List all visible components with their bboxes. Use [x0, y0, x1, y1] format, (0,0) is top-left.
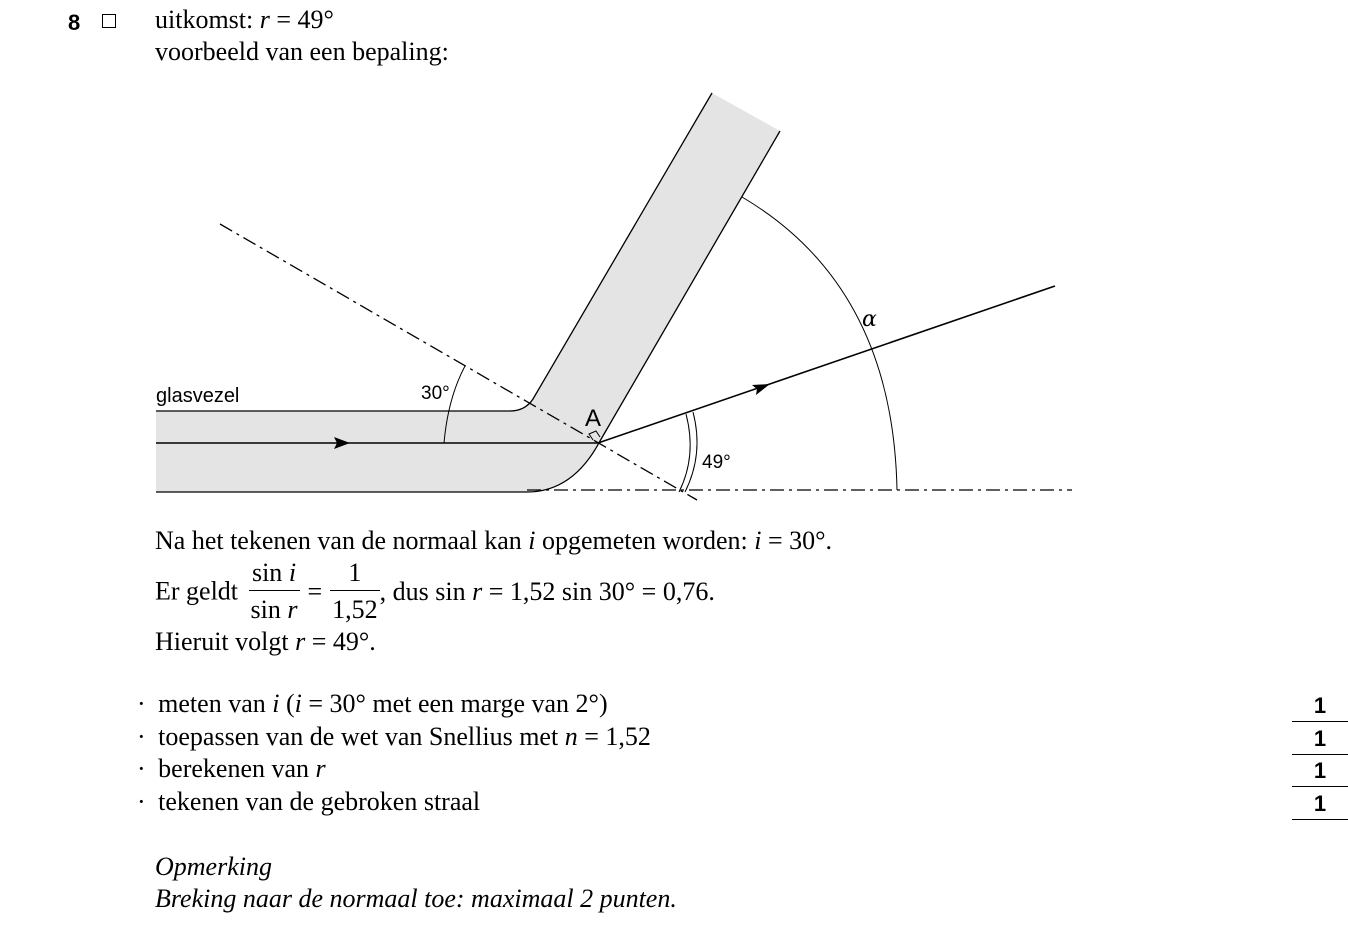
var-i: i	[288, 558, 297, 587]
text-segment: = 1,52 sin 30° = 0,76.	[482, 576, 715, 606]
fraction-denominator	[249, 591, 300, 623]
example-label: voorbeeld van een bepaling:	[155, 37, 449, 66]
text-segment: sin	[251, 558, 289, 587]
explanation-line-1	[155, 528, 832, 554]
var-r: r	[472, 576, 483, 606]
fraction-numerator	[249, 560, 300, 591]
outcome-variable: r	[259, 5, 270, 34]
label-alpha: α	[862, 307, 877, 332]
remark-text: Breking naar de normaal toe: maximaal 2 punten.	[155, 884, 677, 913]
criterion-4-points: 1	[1292, 791, 1348, 820]
var-i: i	[272, 689, 280, 718]
var-r: r	[315, 754, 326, 783]
angle-49-arc-inner	[679, 414, 690, 492]
text-segment: (	[279, 689, 295, 718]
var-n: n	[564, 722, 578, 751]
text-segment: berekenen van	[158, 754, 316, 783]
var-i: i	[754, 526, 762, 555]
outcome-label: uitkomst:	[155, 5, 254, 34]
var-i: i	[528, 526, 536, 555]
text-segment: , dus sin	[379, 576, 473, 606]
fraction-denominator: 1,52	[332, 595, 378, 624]
angle-alpha-arc	[742, 197, 897, 490]
criterion-1-points: 1	[1292, 693, 1348, 722]
bullet: ·	[137, 787, 146, 816]
criterion-3-points: 1	[1292, 758, 1348, 787]
text-segment: = 30°.	[761, 526, 833, 555]
fraction-sin-ratio	[249, 560, 300, 623]
label-angle-49: 49°	[702, 452, 731, 473]
question-number: 8	[68, 10, 81, 35]
text-segment: = 49°.	[305, 627, 376, 656]
criterion-2-points: 1	[1292, 726, 1348, 755]
text-segment: opgemeten worden:	[535, 526, 755, 555]
text-segment: toepassen van de wet van Snellius met	[158, 722, 565, 751]
fraction-refractive-index	[330, 560, 380, 623]
criterion-4	[137, 789, 480, 815]
label-angle-30: 30°	[421, 383, 450, 404]
outcome-value: = 49°	[269, 5, 334, 34]
var-r: r	[287, 595, 298, 624]
equals-sign: =	[307, 576, 323, 606]
criterion-3	[137, 756, 326, 782]
text-segment: = 30° met een marge van 2°)	[301, 689, 608, 718]
text-segment: Na het tekenen van de normaal kan	[155, 526, 529, 555]
text-segment: sin	[250, 595, 288, 624]
remark-title: Opmerking	[155, 852, 272, 881]
explanation-line-3	[155, 629, 376, 655]
text-segment: = 1,52	[577, 722, 651, 751]
text-segment: Er geldt	[155, 576, 245, 606]
text-segment: tekenen van de gebroken straal	[158, 787, 481, 816]
bullet: ·	[137, 689, 146, 718]
text-segment: Hieruit volgt	[155, 627, 296, 656]
criterion-2	[137, 724, 651, 750]
var-r: r	[295, 627, 306, 656]
explanation-line-2	[155, 560, 715, 623]
bullet: ·	[137, 754, 146, 783]
fraction-numerator: 1	[330, 560, 380, 591]
label-glasvezel: glasvezel	[156, 385, 240, 407]
angle-49-arc-outer	[685, 412, 697, 492]
text-segment: meten van	[158, 689, 273, 718]
bullet: ·	[137, 722, 146, 751]
label-point-A: A	[585, 405, 602, 432]
criterion-1	[137, 691, 608, 717]
var-i: i	[294, 689, 302, 718]
